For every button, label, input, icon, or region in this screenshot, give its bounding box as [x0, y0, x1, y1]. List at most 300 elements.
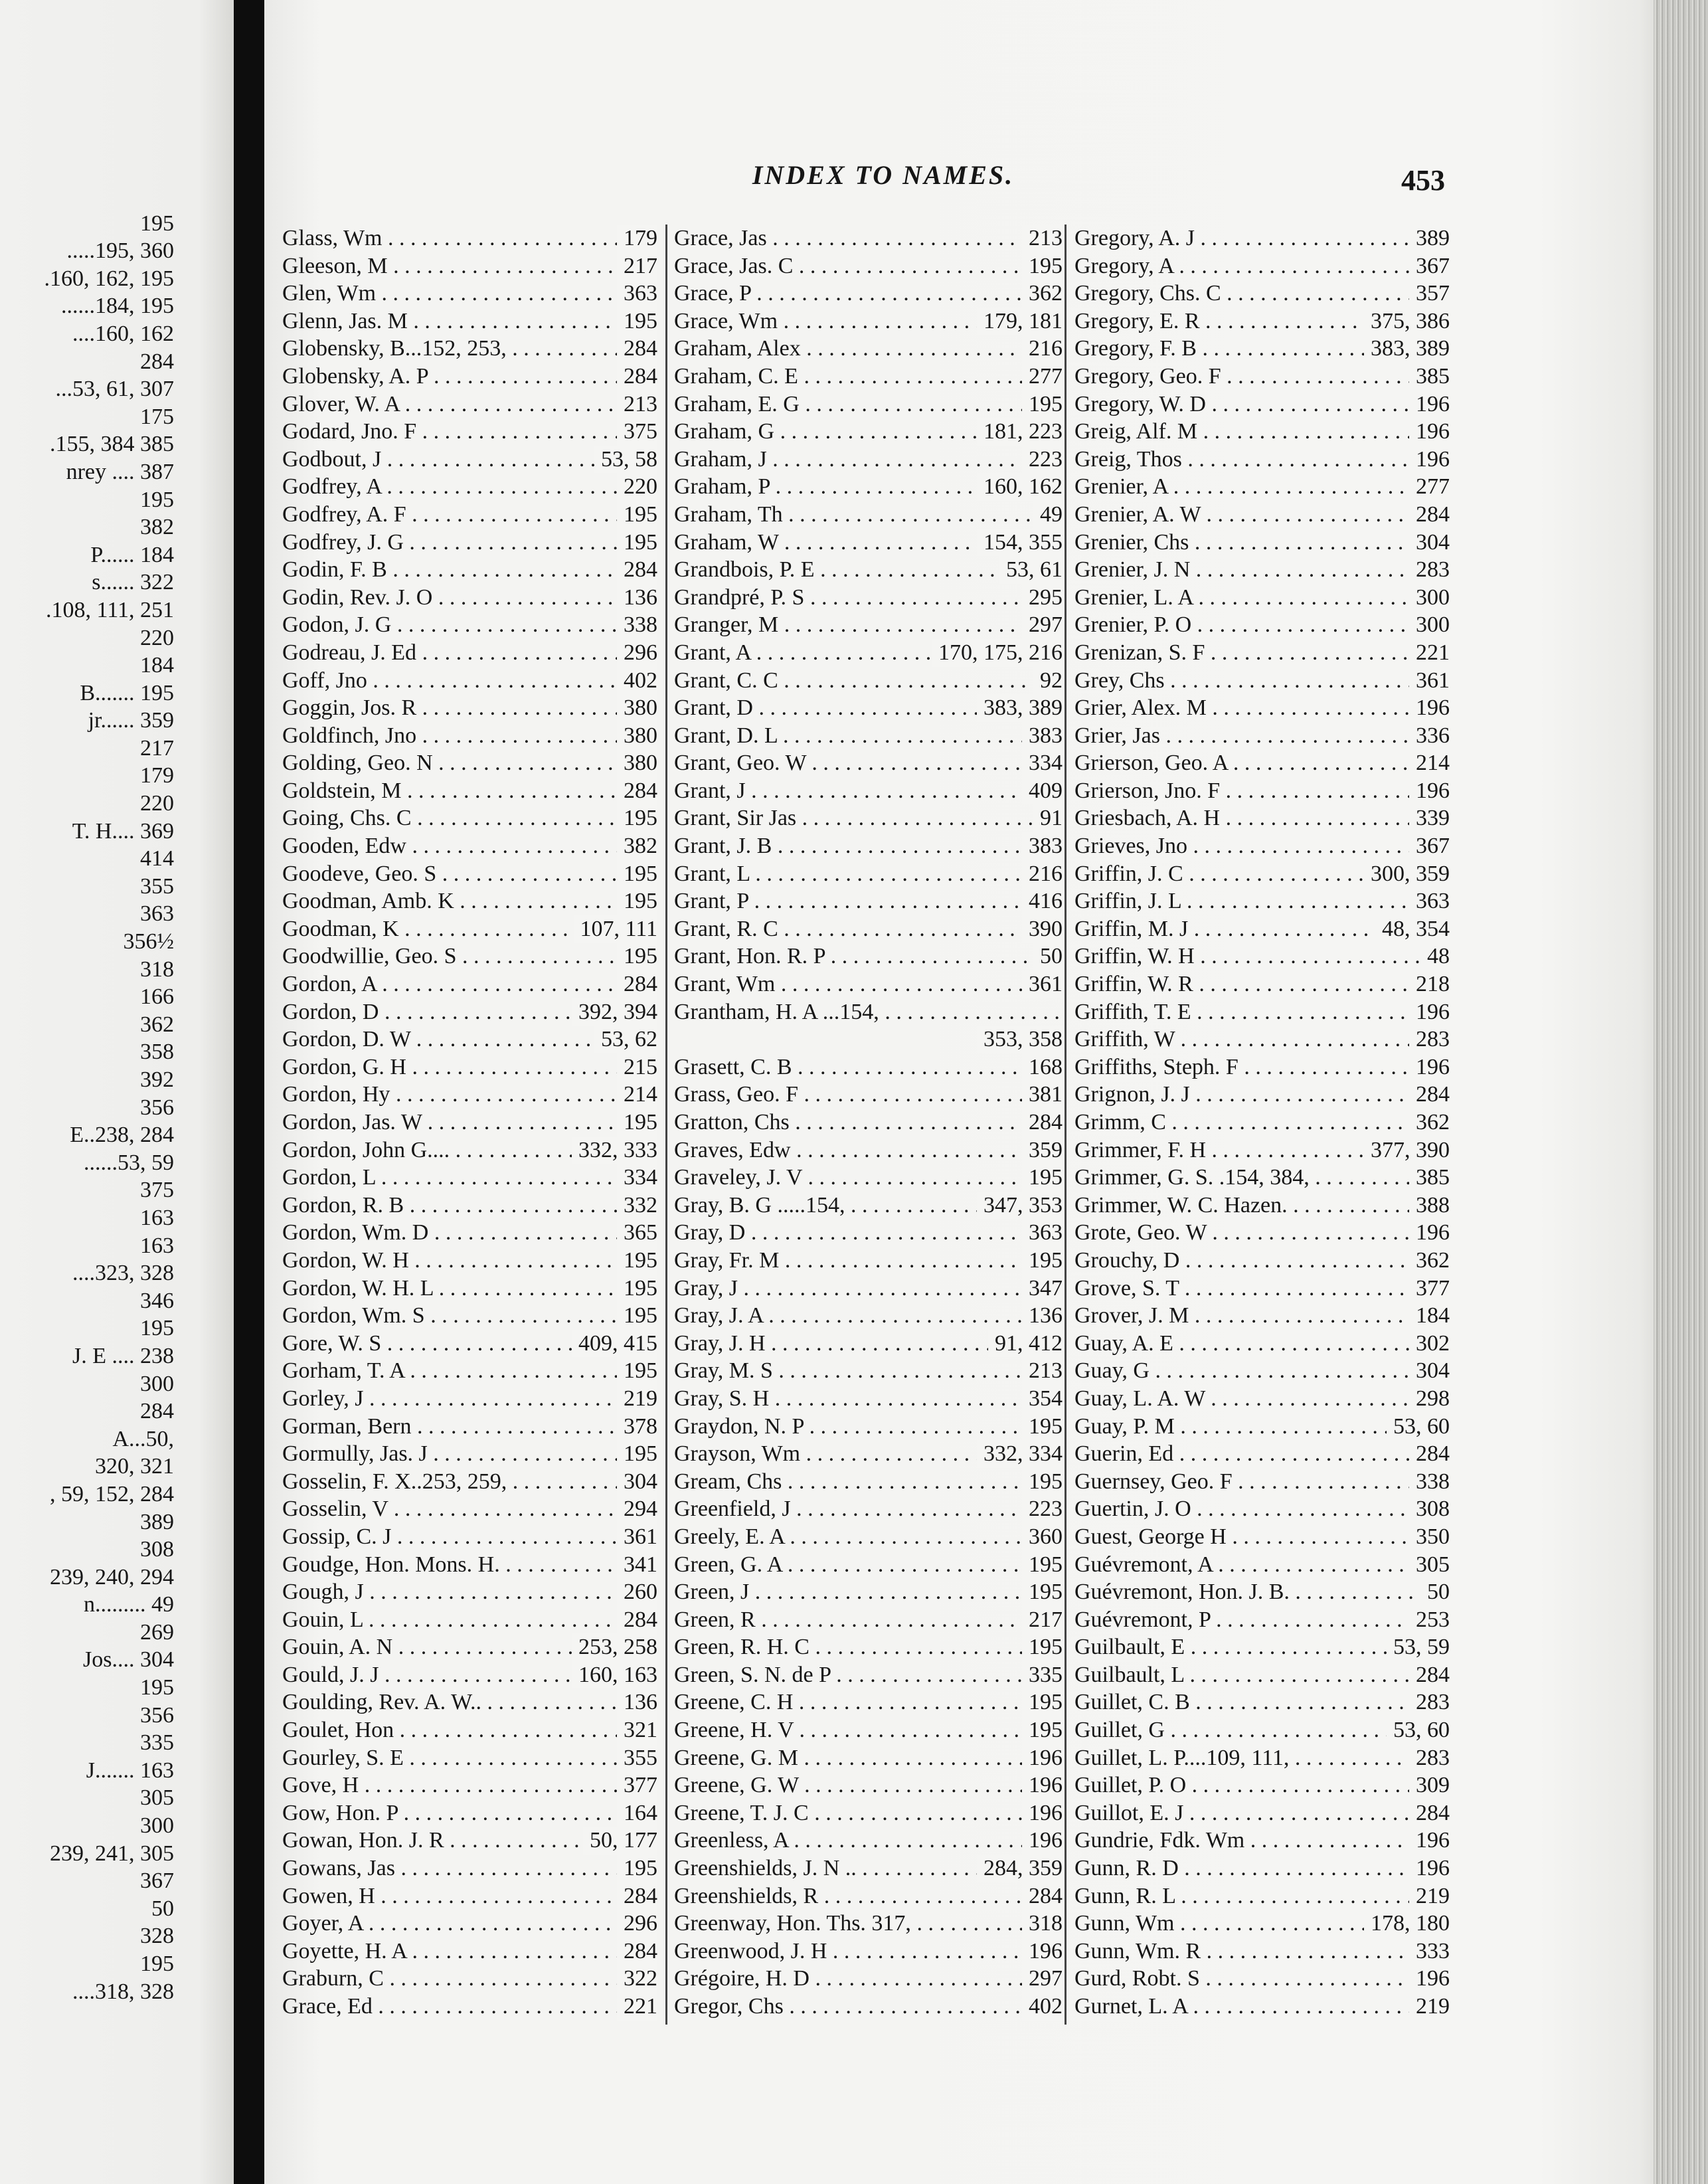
index-entry — [674, 252, 1063, 280]
entry-name: Gregory, A. J . . . — [1074, 225, 1450, 252]
index-entry — [282, 473, 657, 501]
index-entry — [282, 1026, 657, 1053]
index-entry — [282, 887, 657, 915]
entry-pages: 50 — [1033, 943, 1063, 970]
entry-name: Goyette, H. A . . . — [282, 1938, 657, 1965]
entry-pages: 196 — [1409, 391, 1450, 418]
entry-pages: 213 — [617, 391, 657, 418]
index-entry — [1074, 1413, 1450, 1441]
fragment-line — [0, 1510, 174, 1538]
entry-pages: 380 — [617, 722, 657, 750]
index-entry — [1074, 1716, 1450, 1744]
entry-pages: 284 — [617, 1606, 657, 1634]
index-entry — [674, 722, 1063, 750]
fragment-line — [0, 1012, 174, 1040]
entry-name: Graham, W . . . — [674, 529, 1063, 557]
fragment-line — [0, 598, 174, 626]
entry-name: Godfrey, J. G . . . — [282, 529, 657, 557]
entry-pages: 195 — [617, 1302, 657, 1330]
index-entry — [674, 1109, 1063, 1137]
index-entry — [674, 970, 1063, 998]
index-entry — [674, 335, 1063, 363]
entry-pages: 332, 334 — [977, 1440, 1063, 1468]
entry-name: Graves, Edw . . . — [674, 1137, 1063, 1164]
entry-name: Gorley, J . . . — [282, 1385, 657, 1413]
entry-pages: 338 — [617, 611, 657, 639]
index-entry — [1074, 1247, 1450, 1275]
entry-name: Gundrie, Fdk. Wm . . . — [1074, 1827, 1450, 1855]
entry-name: Graham, Th . . . — [674, 501, 1063, 529]
entry-pages: 402 — [617, 667, 657, 695]
index-entry — [1074, 1164, 1450, 1192]
index-entry — [1074, 1965, 1450, 1993]
entry-pages: 53, 58 — [594, 446, 657, 474]
entry-name: Grenier, P. O . . . — [1074, 611, 1450, 639]
index-entry — [282, 1633, 657, 1661]
index-entry — [674, 694, 1063, 722]
entry-pages: 357 — [1409, 280, 1450, 308]
entry-pages: 297 — [1022, 1965, 1063, 1993]
entry-name: Grimmer, W. C. Hazen. . . . — [1074, 1192, 1450, 1220]
entry-name: Green, R . . . — [674, 1606, 1063, 1634]
entry-name: Gregory, W. D . . . — [1074, 391, 1450, 418]
index-entry — [1074, 1053, 1450, 1081]
entry-name: Guay, L. A. W . . . — [1074, 1385, 1450, 1413]
entry-pages: 217 — [617, 252, 657, 280]
entry-name: Godfrey, A. F . . . — [282, 501, 657, 529]
entry-pages: 389 — [1409, 225, 1450, 252]
index-entry — [282, 694, 657, 722]
fragment-line — [0, 847, 174, 875]
entry-name: Godin, F. B . . . — [282, 556, 657, 584]
fragment-line — [0, 239, 174, 267]
entry-name: Grove, S. T . . . — [1074, 1275, 1450, 1303]
index-entry — [674, 1247, 1063, 1275]
entry-pages: 350 — [1409, 1523, 1450, 1551]
index-entry — [282, 225, 657, 252]
entry-pages: 305 — [1409, 1551, 1450, 1579]
entry-pages: 215 — [617, 1053, 657, 1081]
entry-name: Gordon, Wm. S . . . — [282, 1302, 657, 1330]
fragment-line — [0, 902, 174, 930]
entry-pages: 367 — [1409, 832, 1450, 860]
entry-pages: 284 — [1022, 1882, 1063, 1910]
fragment-text: B....... 195 — [80, 680, 174, 705]
entry-pages: 179 — [617, 225, 657, 252]
entry-pages: 302 — [1409, 1330, 1450, 1358]
index-entry — [674, 1081, 1063, 1109]
entry-name: Greenwood, J. H . . . — [674, 1938, 1063, 1965]
entry-name: Grant, R. C . . . — [674, 915, 1063, 943]
entry-name: Gregory, Geo. F . . . — [1074, 363, 1450, 391]
entry-name: Gough, J . . . — [282, 1578, 657, 1606]
entry-pages: 300 — [1409, 584, 1450, 612]
fragment-text: J....... 163 — [86, 1758, 174, 1783]
fragment-text: 356 — [140, 1702, 174, 1728]
entry-pages: 92 — [1033, 667, 1063, 695]
index-entry — [674, 860, 1063, 888]
entry-pages: 213 — [1022, 225, 1063, 252]
entry-pages: 53, 60 — [1387, 1413, 1450, 1441]
index-entry — [674, 1495, 1063, 1523]
entry-name: Glenn, Jas. M . . . — [282, 308, 657, 335]
fragment-line — [0, 626, 174, 654]
entry-pages: 53, 61 — [999, 556, 1063, 584]
entry-name: Greenless, A . . . — [674, 1827, 1063, 1855]
index-entry — [1074, 225, 1450, 252]
entry-name: Gream, Chs . . . — [674, 1468, 1063, 1496]
entry-pages: 300, 359 — [1364, 860, 1450, 888]
entry-name: Gordon, W. H. L . . . — [282, 1275, 657, 1303]
index-entry — [1074, 1688, 1450, 1716]
fragment-text: 220 — [140, 625, 174, 650]
entry-name: Griffin, J. C . . . — [1074, 860, 1450, 888]
entry-name: Globensky, A. P . . . — [282, 363, 657, 391]
index-entry — [282, 1772, 657, 1799]
index-entry — [674, 1799, 1063, 1827]
index-entry — [282, 1495, 657, 1523]
entry-pages: 297 — [1022, 611, 1063, 639]
index-entry — [1074, 749, 1450, 777]
entry-name: Godard, Jno. F . . . — [282, 418, 657, 446]
entry-name: Gooden, Edw . . . — [282, 832, 657, 860]
entry-pages: 195 — [617, 943, 657, 970]
entry-name: Grenier, A. W . . . — [1074, 501, 1450, 529]
index-entry — [1074, 1661, 1450, 1689]
entry-name: Gray, Fr. M . . . — [674, 1247, 1063, 1275]
entry-pages: 195 — [1022, 1413, 1063, 1441]
index-entry — [282, 1109, 657, 1137]
entry-pages: 377 — [617, 1772, 657, 1799]
index-entry — [1074, 777, 1450, 805]
entry-pages: 219 — [1409, 1882, 1450, 1910]
fragment-line — [0, 405, 174, 432]
index-entry — [282, 529, 657, 557]
entry-pages: 283 — [1409, 1688, 1450, 1716]
fragment-line — [0, 1233, 174, 1261]
fragment-line — [0, 1261, 174, 1289]
entry-name: Greene, C. H . . . — [674, 1688, 1063, 1716]
entry-name: Grouchy, D . . . — [1074, 1247, 1450, 1275]
entry-name: Guerin, Ed . . . — [1074, 1440, 1450, 1468]
entry-pages: 335 — [1022, 1661, 1063, 1689]
index-entry — [282, 446, 657, 474]
fragment-text: ....323, 328 — [72, 1261, 174, 1286]
fragment-text: 355 — [140, 873, 174, 899]
index-entry — [282, 1661, 657, 1689]
fragment-text: E..238, 284 — [70, 1123, 174, 1148]
entry-pages: 304 — [1409, 1357, 1450, 1385]
fragment-line — [0, 1648, 174, 1676]
index-entry — [674, 584, 1063, 612]
entry-name: Griffin, W. H . . . — [1074, 943, 1450, 970]
entry-pages: 195 — [1022, 1688, 1063, 1716]
fragment-line — [0, 349, 174, 377]
index-entry — [674, 418, 1063, 446]
entry-pages: 277 — [1022, 363, 1063, 391]
entry-pages: 322 — [617, 1965, 657, 1993]
fragment-text: .108, 111, 251 — [46, 597, 174, 622]
entry-name: Going, Chs. C . . . — [282, 804, 657, 832]
index-entry — [1074, 280, 1450, 308]
index-column-3 — [1074, 225, 1450, 2021]
entry-name: Gordon, R. B . . . — [282, 1192, 657, 1220]
entry-pages: 385 — [1409, 1164, 1450, 1192]
fragment-line — [0, 1206, 174, 1233]
index-entry — [1074, 1551, 1450, 1579]
fragment-text: .155, 384 385 — [50, 432, 174, 457]
index-entry — [1074, 1302, 1450, 1330]
index-entry — [282, 1053, 657, 1081]
index-entry — [674, 1275, 1063, 1303]
entry-name: Godbout, J . . . — [282, 446, 657, 474]
index-entry — [282, 667, 657, 695]
entry-name: Goudge, Hon. Mons. H. . . . — [282, 1551, 657, 1579]
entry-name: Gray, M. S . . . — [674, 1357, 1063, 1385]
entry-name: Grace, P . . . — [674, 280, 1063, 308]
index-entry — [674, 473, 1063, 501]
fragment-text: 367 — [140, 1868, 174, 1894]
fragment-line — [0, 985, 174, 1013]
index-entry — [1074, 391, 1450, 418]
entry-name: Gowen, H . . . — [282, 1882, 657, 1910]
entry-name: Graham, J . . . — [674, 446, 1063, 474]
entry-name: Grover, J. M . . . — [1074, 1302, 1450, 1330]
entry-pages: 362 — [1409, 1247, 1450, 1275]
entry-name: Gourley, S. E . . . — [282, 1744, 657, 1772]
fragment-text: P...... 184 — [90, 542, 174, 567]
entry-pages: 195 — [1022, 391, 1063, 418]
entry-pages: 378 — [617, 1413, 657, 1441]
entry-pages: 334 — [617, 1164, 657, 1192]
index-entry — [674, 1827, 1063, 1855]
fragment-line — [0, 1538, 174, 1566]
fragment-text: 335 — [140, 1730, 174, 1756]
fragment-line — [0, 957, 174, 985]
fragment-line — [0, 1786, 174, 1814]
entry-pages: 195 — [1022, 1164, 1063, 1192]
entry-name: Gorman, Bern . . . — [282, 1413, 657, 1441]
entry-name: Gordon, L . . . — [282, 1164, 657, 1192]
index-entry — [674, 1523, 1063, 1551]
entry-name: Gray, S. H . . . — [674, 1385, 1063, 1413]
fragment-text: 239, 240, 294 — [50, 1564, 174, 1590]
index-entry — [1074, 1910, 1450, 1938]
index-entry — [674, 308, 1063, 335]
index-entry — [1074, 722, 1450, 750]
fragment-line — [0, 1731, 174, 1759]
entry-pages: 260 — [617, 1578, 657, 1606]
entry-pages: 296 — [617, 1910, 657, 1938]
index-entry — [1074, 1330, 1450, 1358]
fragment-text: nrey .... 387 — [66, 459, 174, 484]
entry-pages: 219 — [617, 1385, 657, 1413]
entry-name: Gunn, R. L . . . — [1074, 1882, 1450, 1910]
index-entry — [282, 915, 657, 943]
index-entry — [1074, 308, 1450, 335]
entry-name: Gosselin, F. X..253, 259, . . . — [282, 1468, 657, 1496]
entry-name: Grenier, A . . . — [1074, 473, 1450, 501]
entry-name: Gore, W. S . . . — [282, 1330, 657, 1358]
fragment-line — [0, 1289, 174, 1317]
index-entry — [282, 1744, 657, 1772]
fragment-line — [0, 1896, 174, 1924]
index-entry — [674, 943, 1063, 970]
entry-pages: 195 — [1022, 1578, 1063, 1606]
entry-name: Greig, Alf. M . . . — [1074, 418, 1450, 446]
fragment-text: n......... 49 — [84, 1592, 174, 1617]
column-divider — [1065, 225, 1067, 2025]
index-entry — [1074, 1026, 1450, 1053]
index-entry — [674, 1385, 1063, 1413]
entry-pages: 219 — [1409, 1993, 1450, 2021]
entry-pages: 223 — [1022, 1495, 1063, 1523]
index-entry — [1074, 1357, 1450, 1385]
entry-name: Gormully, Jas. J . . . — [282, 1440, 657, 1468]
fragment-text: .160, 162, 195 — [44, 266, 174, 291]
index-entry — [1074, 915, 1450, 943]
index-entry — [674, 1053, 1063, 1081]
entry-pages: 195 — [1022, 1551, 1063, 1579]
entry-name: Grass, Geo. F . . . — [674, 1081, 1063, 1109]
entry-pages: 318 — [1022, 1910, 1063, 1938]
fragment-text: s...... 322 — [92, 570, 174, 595]
fragment-text: 163 — [140, 1205, 174, 1230]
entry-name: Griffin, J. L . . . — [1074, 887, 1450, 915]
entry-name: Glen, Wm . . . — [282, 280, 657, 308]
entry-name: Grenier, Chs . . . — [1074, 529, 1450, 557]
fragment-line — [0, 488, 174, 515]
index-entry — [282, 1081, 657, 1109]
entry-name: Gordon, Hy . . . — [282, 1081, 657, 1109]
index-entry — [1074, 694, 1450, 722]
entry-name: Green, R. H. C . . . — [674, 1633, 1063, 1661]
index-entry — [282, 1137, 657, 1164]
entry-name: Greene, H. V . . . — [674, 1716, 1063, 1744]
entry-pages: 402 — [1022, 1993, 1063, 2021]
index-entry — [1074, 556, 1450, 584]
fragment-line — [0, 681, 174, 709]
entry-name: Grant, D . . . — [674, 694, 1063, 722]
entry-pages: 49 — [1033, 501, 1063, 529]
fragment-line — [0, 1095, 174, 1123]
entry-name: Grégoire, H. D . . . — [674, 1965, 1063, 1993]
entry-pages: 333 — [1409, 1938, 1450, 1965]
fragment-line — [0, 1979, 174, 2007]
entry-pages: 195 — [1022, 1633, 1063, 1661]
entry-pages: 195 — [617, 1109, 657, 1137]
entry-name: Grant, D. L . . . — [674, 722, 1063, 750]
index-entry — [674, 1137, 1063, 1164]
fragment-line — [0, 1178, 174, 1206]
entry-pages: 284 — [1409, 1081, 1450, 1109]
entry-name: Gowan, Hon. J. R . . . — [282, 1827, 657, 1855]
entry-pages: 195 — [617, 529, 657, 557]
entry-name: Gratton, Chs . . . — [674, 1109, 1063, 1137]
entry-pages: 217 — [1022, 1606, 1063, 1634]
index-entry — [1074, 1799, 1450, 1827]
entry-pages: 304 — [617, 1468, 657, 1496]
fragment-text: 284 — [140, 1399, 174, 1424]
entry-name: Grace, Jas. C . . . — [674, 252, 1063, 280]
entry-pages: 416 — [1022, 887, 1063, 915]
entry-pages: 284 — [1409, 1799, 1450, 1827]
index-entry — [1074, 1827, 1450, 1855]
entry-name: Gleeson, M . . . — [282, 252, 657, 280]
entry-pages: 361 — [617, 1523, 657, 1551]
entry-pages: 213 — [1022, 1357, 1063, 1385]
index-entry — [1074, 1633, 1450, 1661]
fragment-text: 284 — [140, 349, 174, 374]
entry-pages: 359 — [1022, 1137, 1063, 1164]
entry-name: Godfrey, A . . . — [282, 473, 657, 501]
entry-pages: 284 — [617, 1938, 657, 1965]
entry-name: Grimm, C . . . — [1074, 1109, 1450, 1137]
index-entry — [1074, 1882, 1450, 1910]
index-entry — [674, 1468, 1063, 1496]
index-entry — [282, 335, 657, 363]
fragment-text: J. E .... 238 — [72, 1343, 174, 1368]
entry-pages: 107, 111 — [574, 915, 657, 943]
entry-name: Guertin, J. O . . . — [1074, 1495, 1450, 1523]
entry-pages: 178, 180 — [1364, 1910, 1450, 1938]
index-entry — [1074, 1192, 1450, 1220]
fragment-line — [0, 1067, 174, 1095]
fragment-line — [0, 764, 174, 792]
entry-pages: 392, 394 — [572, 998, 657, 1026]
entry-name: Griffith, T. E . . . — [1074, 998, 1450, 1026]
entry-name: Gunn, Wm. R . . . — [1074, 1938, 1450, 1965]
entry-pages: 214 — [1409, 749, 1450, 777]
index-entry — [1074, 501, 1450, 529]
index-entry — [282, 1247, 657, 1275]
index-entry — [282, 1413, 657, 1441]
entry-name: Gurd, Robt. S . . . — [1074, 1965, 1450, 1993]
entry-name: Guay, P. M . . . — [1074, 1413, 1450, 1441]
column-divider — [665, 225, 667, 2025]
fragment-text: 362 — [140, 1012, 174, 1037]
entry-name: Green, J . . . — [674, 1578, 1063, 1606]
entry-name: Gray, J . . . — [674, 1275, 1063, 1303]
index-entry — [282, 1523, 657, 1551]
index-entry — [282, 391, 657, 418]
entry-name: Goodman, K . . . — [282, 915, 657, 943]
entry-pages: 136 — [1022, 1302, 1063, 1330]
entry-name: Gouin, A. N . . . — [282, 1633, 657, 1661]
index-column-1 — [282, 225, 657, 2021]
entry-pages: 91 — [1033, 804, 1063, 832]
entry-pages: 355 — [617, 1744, 657, 1772]
entry-name: Gordon, D. W . . . — [282, 1026, 657, 1053]
fragment-text: 195 — [140, 487, 174, 512]
index-entry — [674, 804, 1063, 832]
entry-pages: 195 — [1022, 1247, 1063, 1275]
index-entry — [1074, 473, 1450, 501]
entry-pages: 308 — [1409, 1495, 1450, 1523]
fragment-text: 375 — [140, 1178, 174, 1203]
entry-name: Gorham, T. A . . . — [282, 1357, 657, 1385]
fragment-text: ....160, 162 — [72, 321, 174, 346]
fragment-line — [0, 266, 174, 294]
entry-pages: 195 — [617, 308, 657, 335]
entry-name: Gray, D . . . — [674, 1219, 1063, 1247]
fragment-text: jr...... 359 — [88, 708, 174, 733]
entry-pages: 216 — [1022, 335, 1063, 363]
index-entry — [674, 998, 1063, 1026]
entry-pages: 361 — [1409, 667, 1450, 695]
index-entry — [674, 1716, 1063, 1744]
index-entry — [1074, 252, 1450, 280]
